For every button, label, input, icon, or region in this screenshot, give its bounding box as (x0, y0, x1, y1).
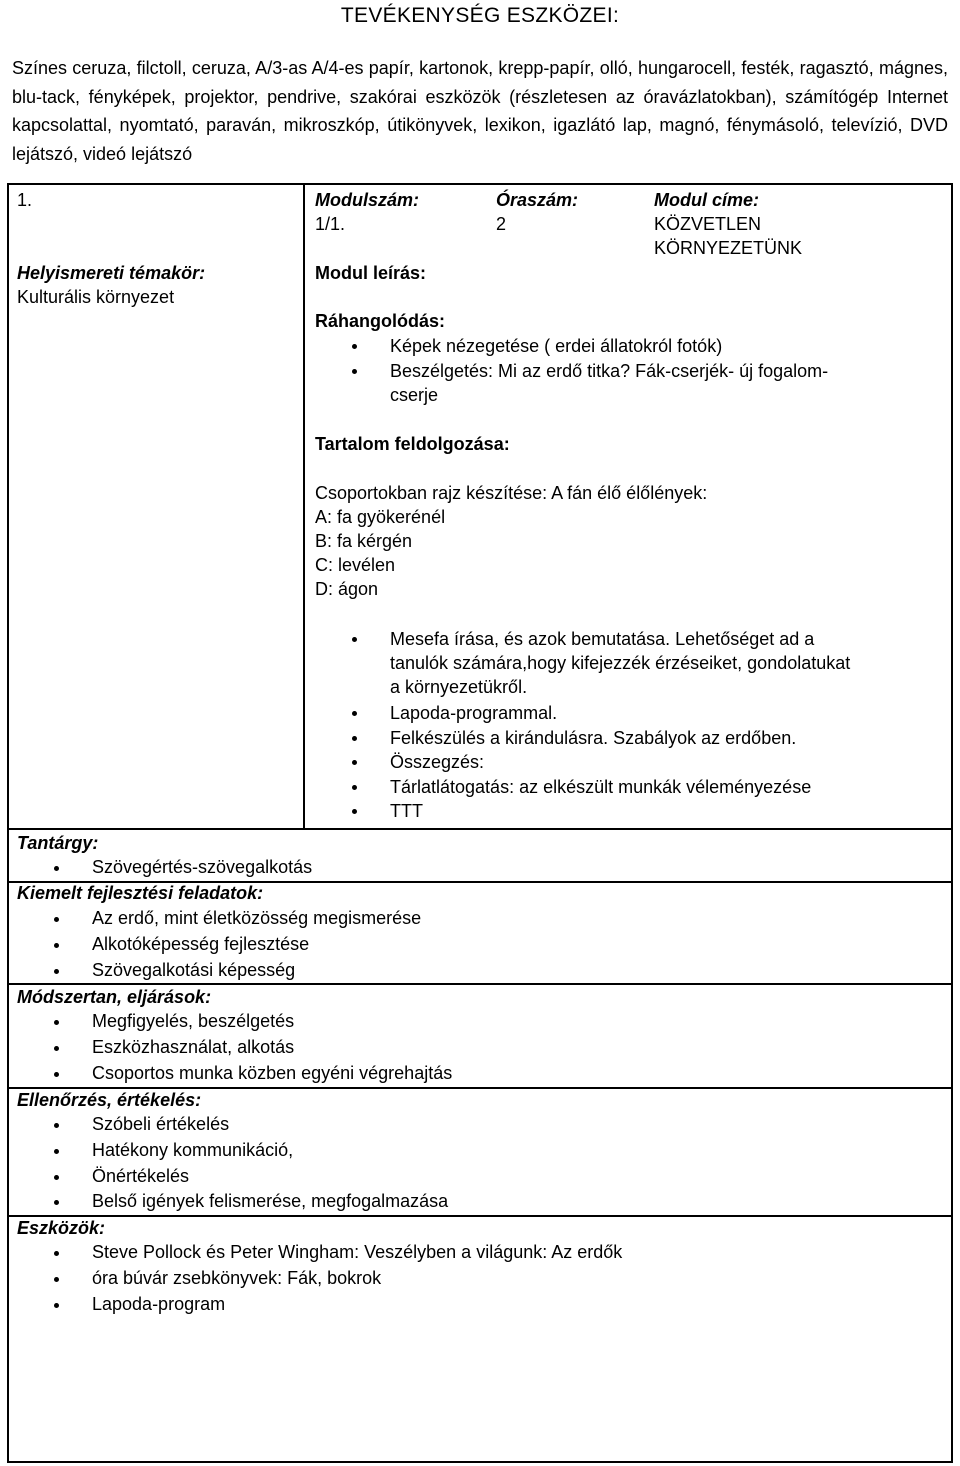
list-item: Szóbeli értékelés (17, 1112, 917, 1138)
list-item: óra búvár zsebkönyvek: Fák, bokrok (17, 1266, 917, 1292)
list-item: Tárlatlátogatás: az elkészült munkák véleményezése (315, 775, 945, 800)
tartalom-continuation: tanulók számára,hogy kifejezzék érzéseiket, gondolatukat (390, 653, 851, 673)
helyismereti-value: Kulturális környezet (17, 287, 175, 307)
module-number: 1. (17, 190, 33, 210)
tartalom-label: Tartalom feldolgozása: (315, 434, 510, 454)
kiemelt-label: Kiemelt fejlesztési feladatok: (17, 883, 264, 903)
list-item: Alkotóképesség fejlesztése (17, 932, 917, 958)
tools-paragraph: Színes ceruza, filctoll, ceruza, A/3-as A/4-es papír, kartonok, krepp-papír, olló, hungarocell, festék, ragasztó, mágnes, blu-tack, fényképek, projektor, pendrive, szakórai eszközök (részletesen az óravázlatokban), számítógép Internet kapcsolattal, nyomtató, paraván, mikroszkóp, útikönyvek, lexikon, igazlátó lap, magnó, fénymásoló, televízió, DVD lejátszó, videó lejátszó (12, 58, 948, 164)
ellenorzes-label: Ellenőrzés, értékelés: (17, 1090, 202, 1110)
modul-cime-line1: KÖZVETLEN (654, 214, 762, 234)
modulszam-value: 1/1. (315, 214, 346, 234)
list-item: Lapoda-program (17, 1292, 917, 1318)
column-divider-left (303, 183, 305, 829)
tartalom-line: B: fa kérgén (315, 531, 413, 551)
kiemelt-list (17, 906, 917, 983)
list-item: Mesefa írása, és azok bemutatása. Lehetőséget ad a (315, 627, 945, 652)
list-item: Belső igények felismerése, megfogalmazása (17, 1189, 917, 1215)
list-item: Felkészülés a kirándulásra. Szabályok az erdőben. (315, 726, 945, 751)
tartalom-line: Csoportokban rajz készítése: A fán élő élőlények: (315, 483, 708, 503)
list-item: Beszélgetés: Mi az erdő titka? Fák-cserjék- új fogalom- (315, 359, 935, 384)
list-item: Összegzés: (315, 750, 945, 775)
tantargy-list (17, 855, 917, 881)
ellenorzes-list (17, 1112, 917, 1215)
eszkozok-label: Eszközök: (17, 1218, 106, 1238)
rahangolodas-list (315, 334, 935, 383)
rahangolodas-continuation: cserje (390, 385, 439, 405)
list-item: Megfigyelés, beszélgetés (17, 1009, 917, 1035)
list-item: TTT (315, 799, 945, 824)
modul-cime-label: Modul címe: (654, 190, 760, 210)
modulszam-label: Modulszám: (315, 190, 420, 210)
rahangolodas-text: Ráhangolódás: (315, 311, 446, 331)
list-item: Képek nézegetése ( erdei állatokról fotók) (315, 334, 935, 359)
tantargy-label: Tantárgy: (17, 833, 99, 853)
list-item: Steve Pollock és Peter Wingham: Veszélyben a világunk: Az erdők (17, 1240, 917, 1266)
row-divider-tantargy (7, 828, 953, 830)
modul-leiras-label: Modul leírás: (315, 263, 427, 283)
list-item: Az erdő, mint életközösség megismerése (17, 906, 917, 932)
rahangolodas-label (315, 309, 445, 333)
list-item: Lapoda-programmal. (315, 701, 945, 726)
tartalom-line: A: fa gyökerénél (315, 507, 446, 527)
modul-cime-line2: KÖRNYEZETÜNK (654, 238, 803, 258)
helyismereti-label: Helyismereti témakör: (17, 263, 206, 283)
oraszam-value: 2 (496, 214, 507, 234)
tartalom-list-b (315, 701, 945, 824)
tartalom-continuation: a környezetükről. (390, 677, 528, 697)
eszkozok-list (17, 1240, 917, 1317)
list-item: Eszközhasználat, alkotás (17, 1035, 917, 1061)
list-item: Szövegalkotási képesség (17, 958, 917, 984)
list-item: Önértékelés (17, 1164, 917, 1190)
document-title: TEVÉKENYSÉG ESZKÖZEI: (340, 4, 620, 27)
tartalom-line: D: ágon (315, 579, 379, 599)
modszertan-list (17, 1009, 917, 1086)
list-item: Szövegértés-szövegalkotás (17, 855, 917, 881)
list-item: Hatékony kommunikáció, (17, 1138, 917, 1164)
tartalom-list-a (315, 627, 945, 652)
oraszam-label: Óraszám: (496, 190, 579, 210)
tartalom-line: C: levélen (315, 555, 396, 575)
column-divider-right (951, 183, 953, 829)
modszertan-label: Módszertan, eljárások: (17, 987, 212, 1007)
list-item: Csoportos munka közben egyéni végrehajtás (17, 1061, 917, 1087)
row-divider-eszkozok (7, 1215, 953, 1217)
